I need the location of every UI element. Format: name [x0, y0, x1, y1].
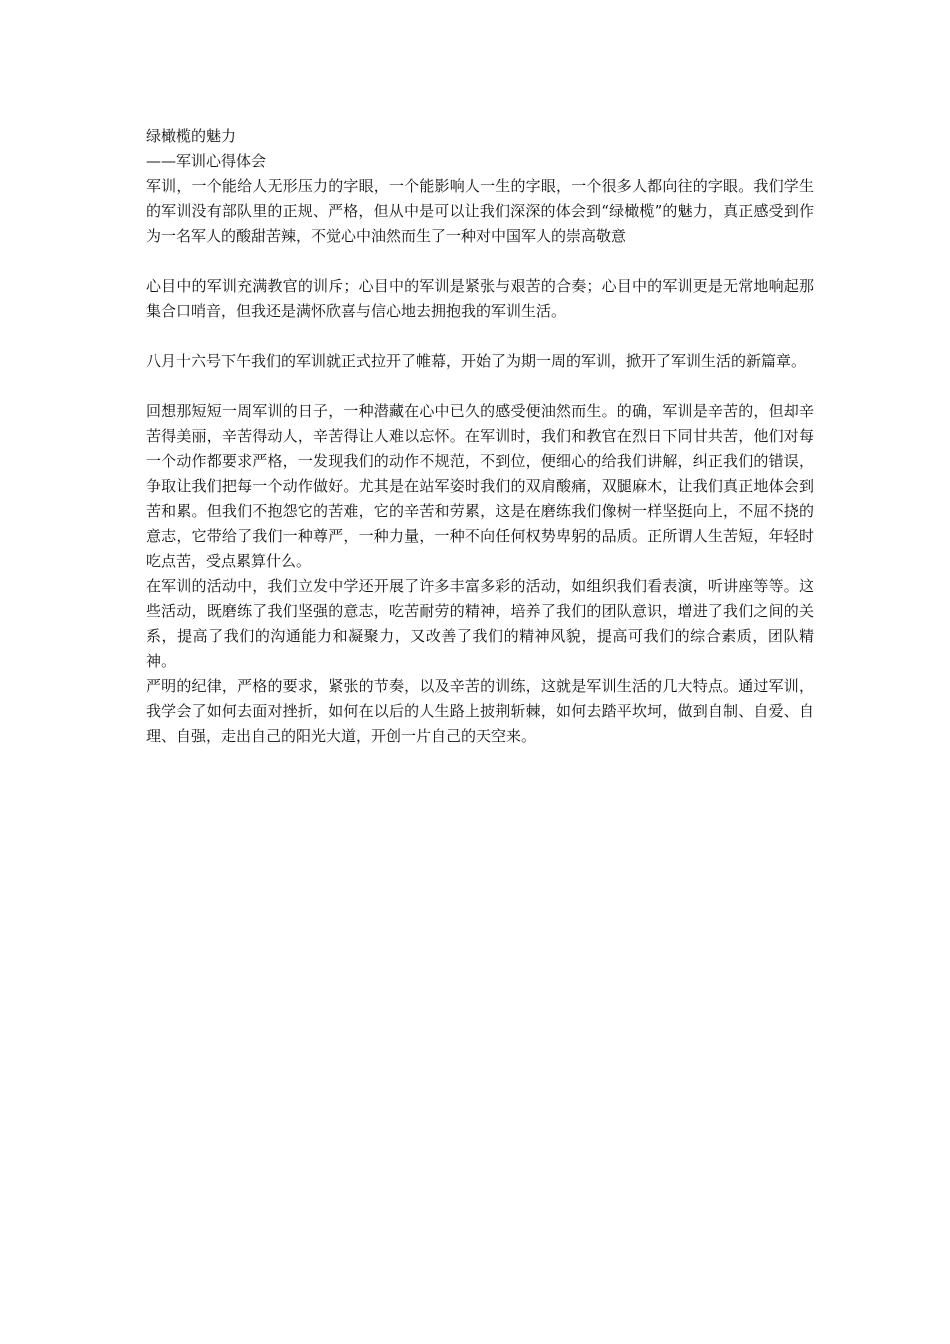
paragraph-conclusion: 严明的纪律，严格的要求，紧张的节奏，以及辛苦的训练，这就是军训生活的几大特点。通过军训，我学会了如何去面对挫折，如何在以后的人生路上披荆斩棘，如何去踏平坎坷，做到自制、自爱、自理、自强，走出自己的阳光大道，开创一片自己的天空来。	[146, 677, 814, 745]
paragraph-activities: 在军训的活动中，我们立发中学还开展了许多丰富多彩的活动，如组织我们看表演，听讲座等等。这些活动，既磨练了我们坚强的意志，吃苦耐劳的精神，培养了我们的团队意识，增进了我们之间的关系，提高了我们的沟通能力和凝聚力，又改善了我们的精神风貌，提高可我们的综合素质，团队精神。	[146, 577, 814, 670]
document-page	[146, 124, 814, 749]
document-subtitle: ——军训心得体会	[146, 152, 267, 170]
paragraph-expectation: 心目中的军训充满教官的训斥；心目中的军训是紧张与艰苦的合奏；心目中的军训更是无常地响起那集合口哨音，但我还是满怀欣喜与信心地去拥抱我的军训生活。	[146, 277, 814, 320]
paragraph-start: 八月十六号下午我们的军训就正式拉开了帷幕，开始了为期一周的军训，掀开了军训生活的新篇章。	[146, 352, 807, 370]
paragraph-reflection: 回想那短短一周军训的日子，一种潜藏在心中已久的感受便油然而生。的确，军训是辛苦的，但却辛苦得美丽，辛苦得动人，辛苦得让人难以忘怀。在军训时，我们和教官在烈日下同甘共苦，他们对每一个动作都要求严格，一发现我们的动作不规范，不到位，便细心的给我们讲解，纠正我们的错误，争取让我们把每一个动作做好。尤其是在站军姿时我们的双肩酸痛，双腿麻木，让我们真正地体会到苦和累。但我们不抱怨它的苦难，它的辛苦和劳累，这是在磨练我们像树一样坚挺向上，不屈不挠的意志，它带给了我们一种尊严，一种力量，一种不向任何权势卑躬的品质。正所谓人生苦短，年轻时吃点苦，受点累算什么。	[146, 402, 814, 570]
paragraph-intro: 军训，一个能给人无形压力的字眼，一个能影响人一生的字眼，一个很多人都向往的字眼。我们学生的军训没有部队里的正规、严格，但从中是可以让我们深深的体会到“绿橄榄”的魅力，真正感受到作为一名军人的酸甜苦辣，不觉心中油然而生了一种对中国军人的崇高敬意	[146, 177, 814, 245]
document-title: 绿橄榄的魅力	[146, 127, 237, 145]
